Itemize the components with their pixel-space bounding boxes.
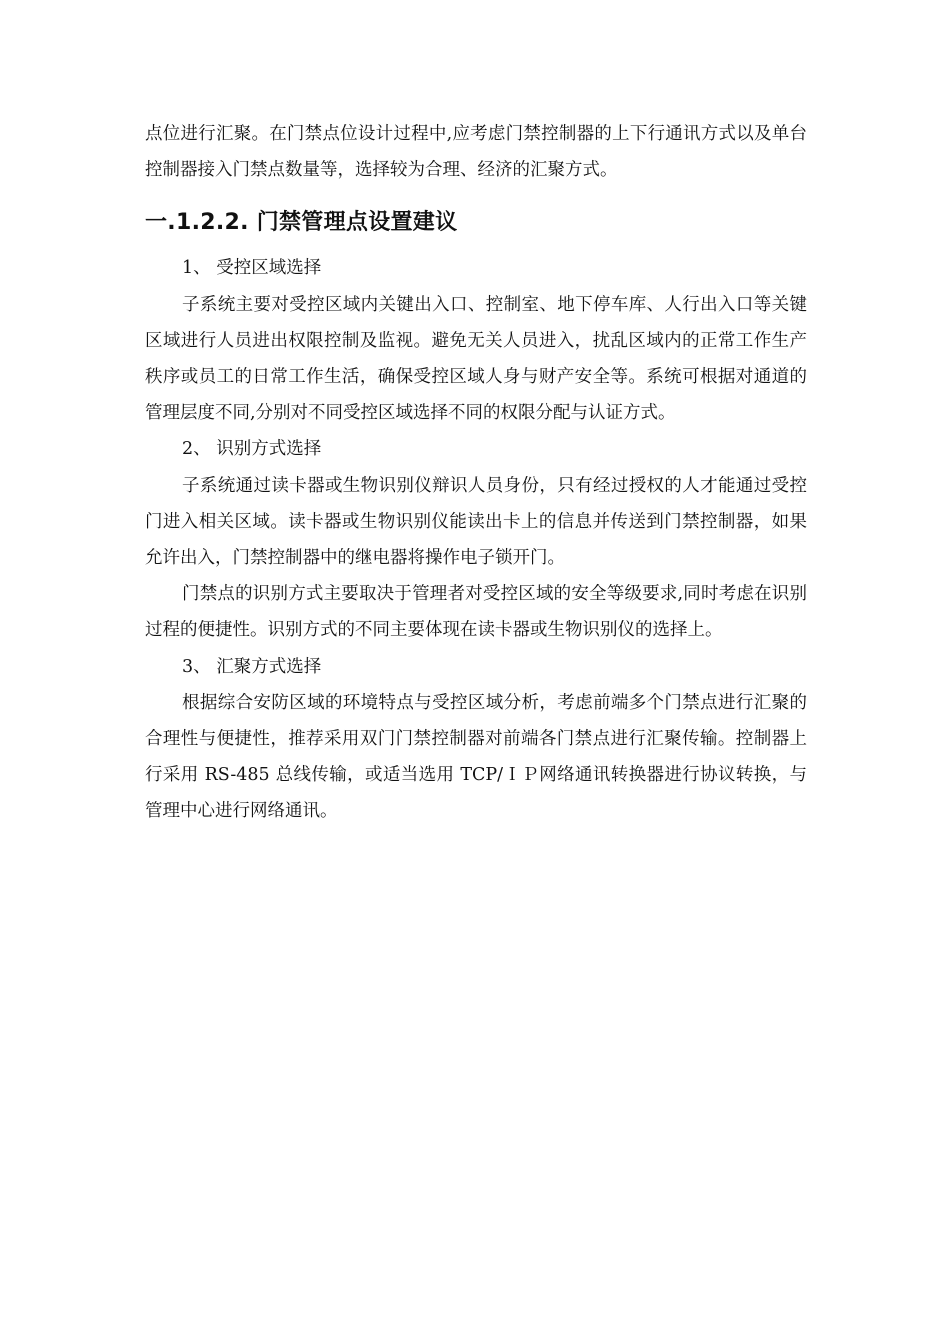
paragraph-aggregation: 根据综合安防区域的环境特点与受控区域分析，考虑前端多个门禁点进行汇聚的合理性与便捷性，推荐采用双门门禁控制器对前端各门禁点进行汇聚传输。控制器上行采用 RS-485 总线传输，或适当选用 TCP/ＩＰ网络通讯转换器进行协议转换，与管理中心进行网络通讯。 — [145, 692, 807, 822]
section-heading: 一.1.2.2. 门禁管理点设置建议 — [145, 210, 458, 236]
item-title-identification: 2、 识别方式选择 — [182, 439, 322, 460]
paragraph-identification-2: 门禁点的识别方式主要取决于管理者对受控区域的安全等级要求,同时考虑在识别过程的便捷性。识别方式的不同主要体现在读卡器或生物识别仪的选择上。 — [145, 584, 807, 641]
intro-paragraph: 点位进行汇聚。在门禁点位设计过程中,应考虑门禁控制器的上下行通讯方式以及单台控制器接入门禁点数量等，选择较为合理、经济的汇聚方式。 — [145, 124, 807, 181]
item-title-aggregation: 3、 汇聚方式选择 — [182, 656, 322, 677]
paragraph-identification-1: 子系统通过读卡器或生物识别仪辩识人员身份，只有经过授权的人才能通过受控门进入相关区域。读卡器或生物识别仪能读出卡上的信息并传送到门禁控制器，如果允许出入，门禁控制器中的继电器将操作电子锁开门。 — [145, 475, 807, 569]
item-title-access-area: 1、 受控区域选择 — [182, 258, 322, 279]
paragraph-access-area: 子系统主要对受控区域内关键出入口、控制室、地下停车库、人行出入口等关键区域进行人员进出权限控制及监视。避免无关人员进入，扰乱区域内的正常工作生产秩序或员工的日常工作生活，确保受控区域人身与财产安全等。系统可根据对通道的管理层度不同,分别对不同受控区域选择不同的权限分配与认证方式。 — [145, 294, 807, 424]
document-body — [145, 116, 807, 830]
